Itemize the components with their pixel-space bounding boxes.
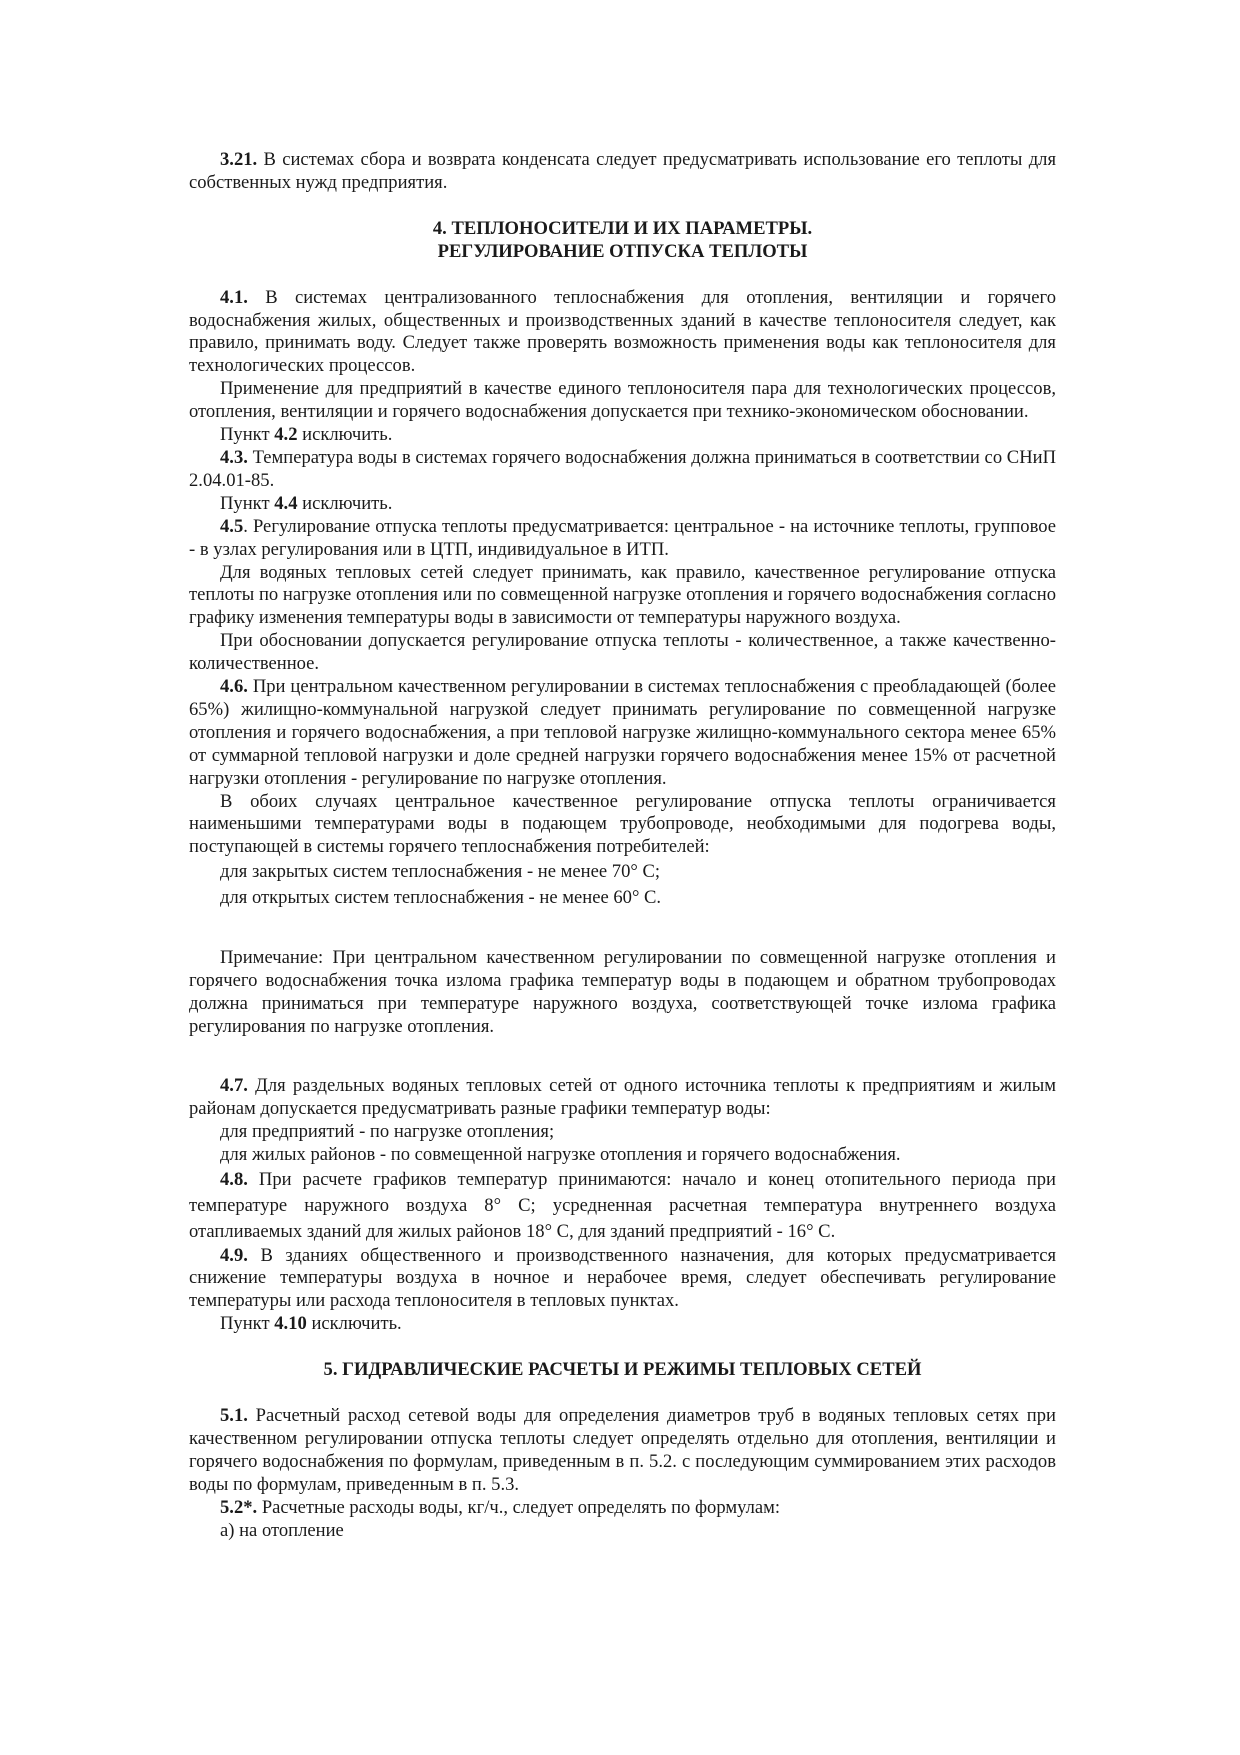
paragraph-4-6-b: В обоих случаях центральное качественное регулирование отпуска теплоты ограничивается наименьшими температурами воды в подающем трубопроводе, необходимыми для подогрева воды, поступающей в системы горячего теплоснабжения потребителей: <box>189 790 1056 858</box>
clause-number: 4.1. <box>220 286 248 308</box>
section-4-title-line-2: РЕГУЛИРОВАНИЕ ОТПУСКА ТЕПЛОТЫ <box>437 240 808 262</box>
paragraph-4-5-c: При обосновании допускается регулирование отпуска теплоты - количественное, а также качественно-количественное. <box>189 630 1056 675</box>
clause-number: 4.9. <box>220 1244 248 1266</box>
paragraph-4-3 <box>189 447 1056 493</box>
clause-number: 4.7. <box>220 1074 248 1096</box>
paragraph-5-2-a: а) на отопление <box>220 1519 344 1541</box>
clause-prefix: Пункт <box>220 1313 275 1335</box>
paragraph-4-7 <box>189 1075 1056 1121</box>
section-5-title: 5. ГИДРАВЛИЧЕСКИЕ РАСЧЕТЫ И РЕЖИМЫ ТЕПЛОВЫХ СЕТЕЙ <box>323 1359 922 1381</box>
paragraph-4-5-b: Для водяных тепловых сетей следует принимать, как правило, качественное регулирование отпуска теплоты по нагрузке отопления или по совмещенной нагрузке отопления и горячего водоснабжения согласно графику изменения температуры воды в зависимости от температуры наружного воздуха. <box>189 561 1056 629</box>
clause-text: Температура воды в системах горячего водоснабжения должна приниматься в соответствии со СНиП 2.04.01-85. <box>189 446 1056 491</box>
clause-text: При расчете графиков температур принимаются: начало и конец отопительного периода при температуре наружного воздуха 8° С; усредненная расчетная температура внутреннего воздуха отапливаемых зданий для жилых районов 18° С, для зданий предприятий - 16° С. <box>189 1168 1056 1242</box>
paragraph-4-7-c: для жилых районов - по совмещенной нагрузке отопления и горячего водоснабжения. <box>220 1143 901 1165</box>
paragraph-5-2 <box>189 1497 1056 1520</box>
clause-prefix: Пункт <box>220 424 275 446</box>
clause-number: 4.6. <box>220 676 248 698</box>
section-4-title-line-1: 4. ТЕПЛОНОСИТЕЛИ И ИХ ПАРАМЕТРЫ. <box>432 217 813 239</box>
paragraph-4-2 <box>189 424 1056 447</box>
paragraph-5-1 <box>189 1405 1056 1497</box>
clause-text: В зданиях общественного и производственного назначения, для которых предусматривается снижение температуры воздуха в ночное и нерабочее время, следует обеспечивать регулирование температуры или расхода теплоносителя в тепловых пунктах. <box>189 1244 1056 1312</box>
paragraph-4-6 <box>189 676 1056 791</box>
paragraph-4-1-b: Применение для предприятий в качестве единого теплоносителя пара для технологических процессов, отопления, вентиляции и горячего водоснабжения допускается при технико-экономическом обосновании. <box>189 378 1056 423</box>
clause-text: В системах сбора и возврата конденсата следует предусматривать использование его теплоты для собственных нужд предприятия. <box>189 149 1056 193</box>
paragraph-4-1 <box>189 287 1056 379</box>
paragraph-4-6-d: для открытых систем теплоснабжения - не менее 60° С. <box>220 887 662 909</box>
clause-text: При центральном качественном регулировании в системах теплоснабжения с преобладающей (более 65%) жилищно-коммунальной нагрузкой следует принимать регулирование по совмещенной нагрузке отопления и горячего водоснабжения, а при тепловой нагрузке жилищно-коммунального сектора менее 65% от суммарной тепловой нагрузки и доле средней нагрузки горячего водоснабжения менее 15% от расчетной нагрузки отопления - регулирование по нагрузке отопления. <box>189 676 1056 789</box>
clause-suffix: исключить. <box>306 1313 402 1335</box>
clause-number: 4.8. <box>220 1168 248 1190</box>
note-paragraph: Примечание: При центральном качественном регулировании по совмещенной нагрузке отопления и горячего водоснабжения точка излома графика температур воды в подающем и обратном трубопроводах должна приниматься при температуре наружного воздуха, соответствующей точке излома графика регулирования по нагрузке отопления. <box>189 947 1056 1037</box>
clause-number: 4.5 <box>220 515 244 537</box>
clause-suffix: исключить. <box>297 424 393 446</box>
clause-number: 3.21. <box>220 149 258 170</box>
clause-number: 4.4 <box>274 492 298 514</box>
clause-text: . Регулирование отпуска теплоты предусматривается: центральное - на источнике теплоты, групповое - в узлах регулирования или в ЦТП, индивидуальное в ИТП. <box>189 515 1056 560</box>
clause-text: Расчетный расход сетевой воды для определения диаметров труб в водяных тепловых сетях при качественном регулировании отпуска теплоты следует определять отдельно для отопления, вентиляции и горячего водоснабжения по формулам, приведенным в п. 5.2. с последующим суммированием этих расходов воды по формулам, приведенным в п. 5.3. <box>189 1405 1056 1495</box>
paragraph-4-9 <box>189 1245 1056 1314</box>
clause-number: 5.2*. <box>220 1496 258 1518</box>
document-page <box>189 149 1056 1543</box>
paragraph-4-5 <box>189 516 1056 562</box>
paragraph-4-8 <box>189 1167 1056 1245</box>
paragraph-4-6-c: для закрытых систем теплоснабжения - не менее 70° С; <box>220 861 661 883</box>
paragraph-4-4 <box>189 493 1056 516</box>
clause-number: 5.1. <box>220 1405 248 1427</box>
paragraph-4-10 <box>189 1313 1056 1336</box>
clause-text: В системах централизованного теплоснабжения для отопления, вентиляции и горячего водоснабжения жилых, общественных и производственных зданий в качестве теплоносителя следует, как правило, принимать воду. Следует также проверять возможность применения воды как теплоносителя для технологических процессов. <box>189 286 1056 377</box>
clause-text: Расчетные расходы воды, кг/ч., следует определять по формулам: <box>257 1496 781 1518</box>
clause-number: 4.3. <box>220 446 248 468</box>
clause-number: 4.2 <box>274 424 298 446</box>
clause-number: 4.10 <box>274 1313 307 1335</box>
paragraph-3-21 <box>189 149 1056 195</box>
clause-suffix: исключить. <box>297 492 393 514</box>
clause-text: Для раздельных водяных тепловых сетей от одного источника теплоты к предприятиям и жилым районам допускается предусматривать разные графики температур воды: <box>189 1074 1056 1119</box>
clause-prefix: Пункт <box>220 492 275 514</box>
paragraph-4-7-b: для предприятий - по нагрузке отопления; <box>220 1120 555 1142</box>
